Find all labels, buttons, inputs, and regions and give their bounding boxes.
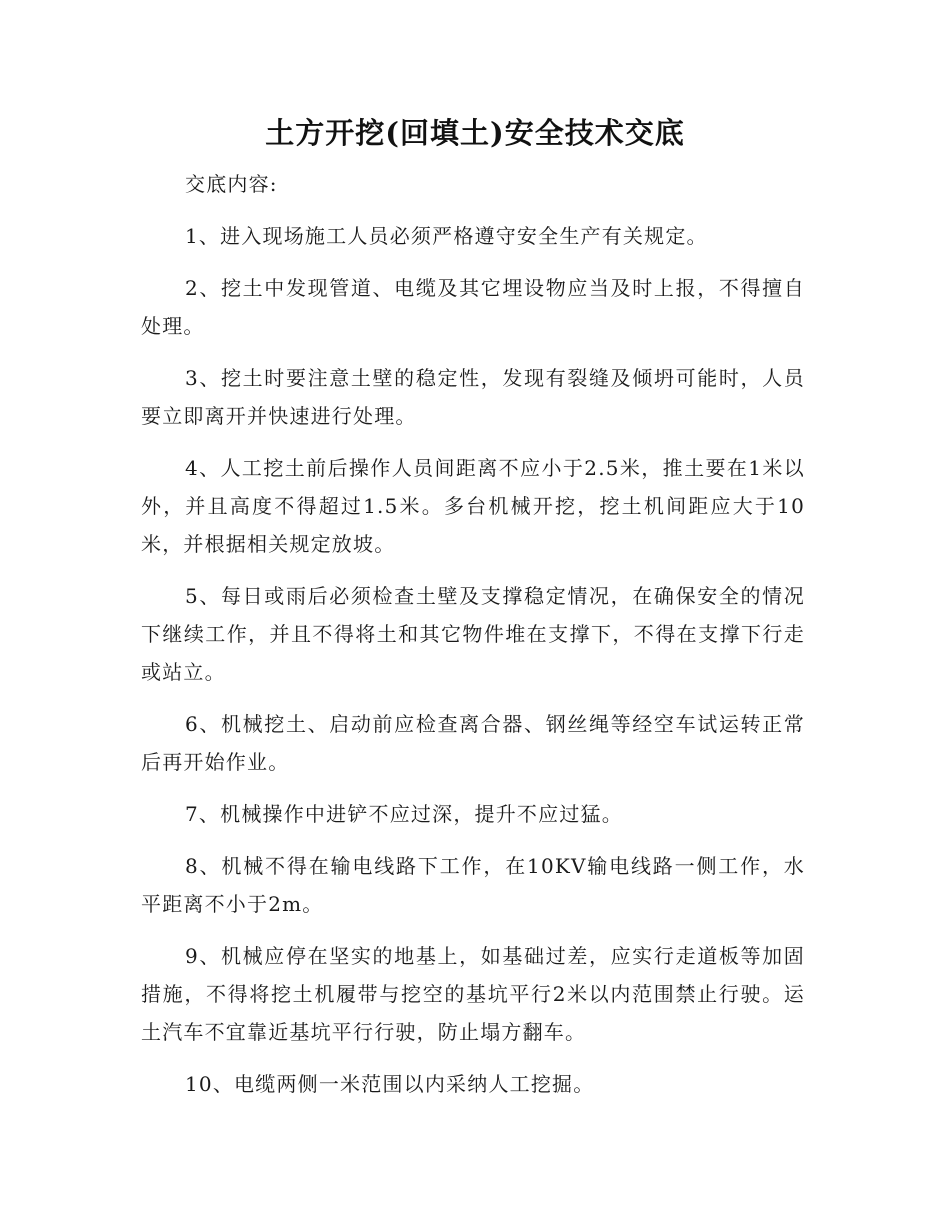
paragraph-4: 4、人工挖土前后操作人员间距离不应小于2.5米，推土要在1米以外，并且高度不得超过1.5米。多台机械开挖，挖土机间距应大于10 米，并根据相关规定放坡。 <box>141 456 805 556</box>
document-body <box>141 165 805 1117</box>
paragraph-3: 3、挖土时要注意土壁的稳定性，发现有裂缝及倾坍可能时，人员要立即离开并快速进行处理。 <box>141 366 805 428</box>
paragraph-1: 1、进入现场施工人员必须严格遵守安全生产有关规定。 <box>185 224 708 248</box>
paragraph-8: 8、机械不得在输电线路下工作，在10KV输电线路一侧工作，水平距离不小于2m。 <box>141 854 805 916</box>
paragraph-5: 5、每日或雨后必须检查土壁及支撑稳定情况，在确保安全的情况下继续工作，并且不得将土和其它物件堆在支撑下，不得在支撑下行走或站立。 <box>141 584 805 684</box>
document-title: 土方开挖(回填土)安全技术交底 <box>265 116 685 150</box>
paragraph-2: 2、挖土中发现管道、电缆及其它埋设物应当及时上报，不得擅自处理。 <box>141 276 805 338</box>
paragraph-7: 7、机械操作中进铲不应过深，提升不应过猛。 <box>185 802 623 826</box>
paragraph-10: 10、电缆两侧一米范围以内采纳人工挖掘。 <box>185 1072 595 1096</box>
paragraph-6: 6、机械挖土、启动前应检查离合器、钢丝绳等经空车试运转正常后再开始作业。 <box>141 712 805 774</box>
intro-label: 交底内容: <box>185 172 278 196</box>
paragraph-9: 9、机械应停在坚实的地基上，如基础过差，应实行走道板等加固措施，不得将挖土机履带与挖空的基坑平行2米以内范围禁止行驶。运土汽车不宜靠近基坑平行行驶，防止塌方翻车。 <box>141 944 805 1044</box>
